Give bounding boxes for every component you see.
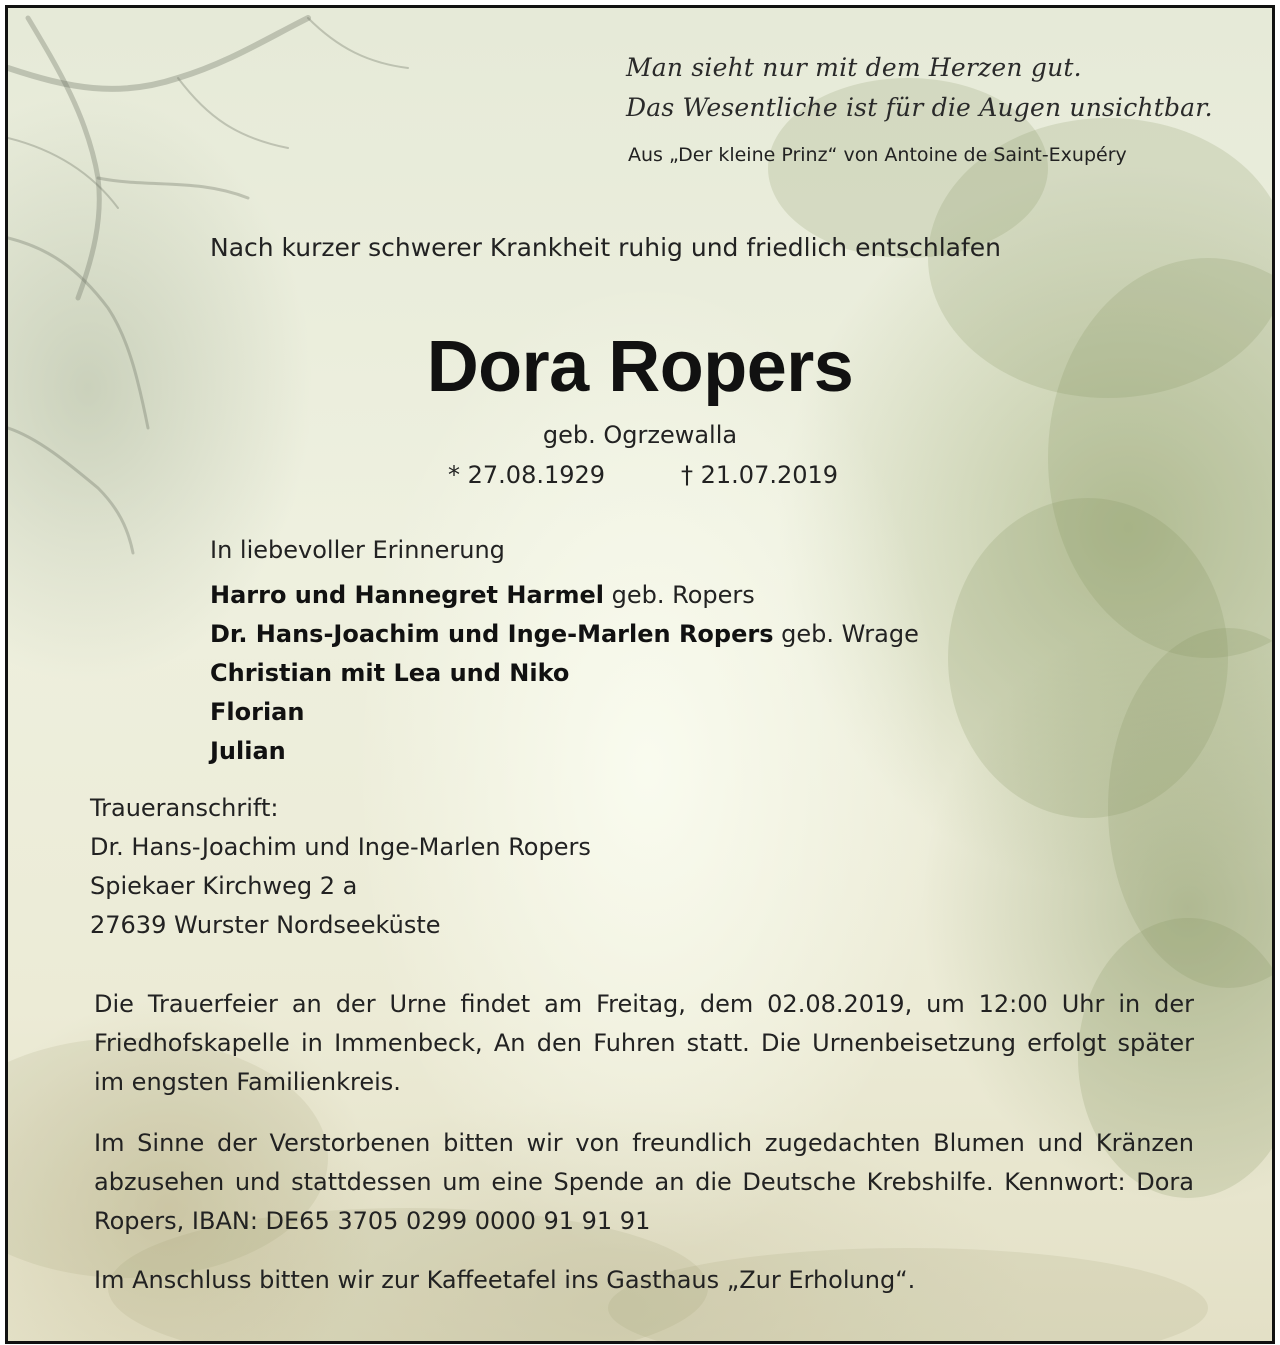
- address-line-1: Dr. Hans-Joachim und Inge-Marlen Ropers: [90, 833, 591, 861]
- mourner-name: Julian: [210, 737, 286, 765]
- mourner-name: Christian mit Lea und Niko: [210, 659, 570, 687]
- ceremony-notice: Die Trauerfeier an der Urne findet am Freitag, dem 02.08.2019, um 12:00 Uhr in der Friedhofskapelle in Immenbeck, An den Fuhren statt. Die Urnenbeisetzung erfolgt später im engsten Familienkreis.: [94, 990, 1194, 1096]
- mourner-name: Florian: [210, 698, 305, 726]
- mourner-entry: [210, 737, 286, 765]
- mourner-entry: [210, 698, 304, 726]
- address-line-3: 27639 Wurster Nordseeküste: [90, 911, 441, 939]
- quote-source: Aus „Der kleine Prinz“ von Antoine de Saint-Exupéry: [628, 144, 1127, 166]
- address-line-2: Spiekaer Kirchweg 2 a: [90, 872, 358, 900]
- mourner-name: Harro und Hannegret Harmel: [210, 581, 604, 609]
- deceased-name: Dora Ropers: [426, 327, 854, 407]
- mourners-heading: In liebevoller Erinnerung: [210, 536, 505, 564]
- mourner-entry: [210, 581, 755, 609]
- quote-line-2: Das Wesentliche ist für die Augen unsichtbar.: [626, 93, 1213, 122]
- mourner-entry: [210, 659, 569, 687]
- birth-date: * 27.08.1929: [448, 461, 606, 489]
- quote-line-1: Man sieht nur mit dem Herzen gut.: [626, 53, 1082, 82]
- mourner-suffix: geb. Ropers: [603, 581, 755, 609]
- address-label: Traueranschrift:: [90, 794, 279, 822]
- donation-notice: Im Sinne der Verstorbenen bitten wir von freundlich zugedachten Blumen und Kränzen abzusehen und stattdessen um eine Spende an die Deutsche Krebshilfe. Kennwort: Dora Ropers, IBAN: DE65 3705 0299 0000 91 91 91: [94, 1129, 1194, 1235]
- mourner-suffix: geb. Wrage: [773, 620, 919, 648]
- mourner-name: Dr. Hans-Joachim und Inge-Marlen Ropers: [210, 620, 774, 648]
- mourner-entry: [210, 620, 919, 648]
- birth-name: geb. Ogrzewalla: [542, 421, 738, 449]
- obituary-card: [5, 5, 1275, 1344]
- intro-text: Nach kurzer schwerer Krankheit ruhig und friedlich entschlafen: [210, 233, 1002, 262]
- reception-notice: Im Anschluss bitten wir zur Kaffeetafel ins Gasthaus „Zur Erholung“.: [94, 1266, 916, 1294]
- death-date: † 21.07.2019: [681, 461, 839, 489]
